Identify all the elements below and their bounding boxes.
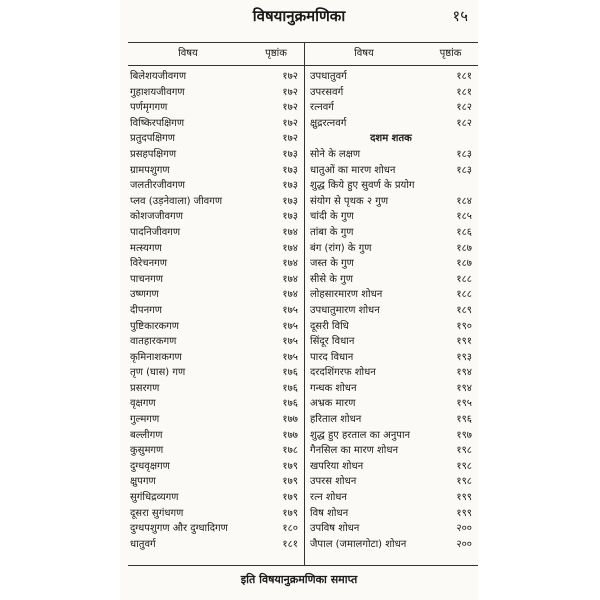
entry-subject: प्लव (उड़नेवाला) जीवगण xyxy=(130,195,223,207)
index-entry xyxy=(310,506,472,522)
entry-page: १७५ xyxy=(282,336,298,348)
entry-page: १७५ xyxy=(282,320,298,332)
entry-page: १७४ xyxy=(282,258,298,270)
entry-page: १७९ xyxy=(282,507,298,519)
entry-page: १९८ xyxy=(456,445,472,457)
entry-subject: सुगंधिद्रव्यगण xyxy=(130,492,179,504)
entry-page: १७३ xyxy=(282,180,298,192)
entry-subject: कुसुमगण xyxy=(130,445,164,457)
entry-subject: दूसरा सुगंधगण xyxy=(130,507,184,519)
index-entry xyxy=(130,506,298,522)
entry-subject: जस्त के गुण xyxy=(310,258,354,270)
entry-subject: दशम शतक xyxy=(370,133,412,145)
entry-page: १७४ xyxy=(282,289,298,301)
entry-page: १८३ xyxy=(456,164,472,176)
index-entry xyxy=(310,225,472,241)
entry-page: १७२ xyxy=(282,117,298,129)
entry-subject: विष शोधन xyxy=(310,507,349,519)
index-entry xyxy=(310,396,472,412)
index-entry xyxy=(310,350,472,366)
entry-subject: तांबा के गुण xyxy=(310,226,354,238)
right-page-header: पृष्ठांक xyxy=(423,43,478,66)
index-entry xyxy=(310,365,472,381)
index-entry xyxy=(310,319,472,335)
right-column-list xyxy=(310,69,472,552)
entry-subject: बल्लीगण xyxy=(130,429,163,441)
index-entry xyxy=(310,459,472,475)
index-entry xyxy=(130,225,298,241)
entry-subject: बिलेशयजीवगण xyxy=(130,71,187,82)
entry-page: २०० xyxy=(456,538,472,550)
index-entry xyxy=(310,256,472,272)
entry-subject: उपरस शोधन xyxy=(310,476,357,488)
entry-page: २०० xyxy=(456,523,472,535)
entry-subject: सीसे के गुण xyxy=(310,273,354,285)
entry-page: १७३ xyxy=(282,148,298,160)
entry-page: १८१ xyxy=(456,86,472,98)
index-entry xyxy=(130,116,298,132)
index-entry xyxy=(310,194,472,210)
entry-page: १७५ xyxy=(282,304,298,316)
entry-subject: उपविष शोधन xyxy=(310,523,360,535)
entry-subject: दुग्धवृक्षगण xyxy=(130,460,170,472)
index-entry xyxy=(130,241,298,257)
entry-subject: गुल्मगण xyxy=(130,414,160,426)
entry-page: १७३ xyxy=(282,164,298,176)
entry-subject: वृक्षगण xyxy=(130,398,156,410)
index-entry xyxy=(310,163,472,179)
entry-subject: धातुवर्ग xyxy=(130,538,156,550)
entry-page: १८१ xyxy=(456,71,472,82)
index-entry xyxy=(130,521,298,537)
entry-page: १९५ xyxy=(456,398,472,410)
index-entry xyxy=(130,428,298,444)
entry-page: १९३ xyxy=(456,351,472,363)
entry-subject: मत्स्यगण xyxy=(130,242,162,254)
entry-subject: विष्किरपक्षिगण xyxy=(130,117,185,129)
entry-page: १८५ xyxy=(456,211,472,223)
section-heading xyxy=(310,131,472,147)
index-entry xyxy=(130,287,298,303)
entry-subject: गन्धक शोधन xyxy=(310,382,357,394)
page-title: विषयानुक्रमणिका xyxy=(252,7,346,25)
entry-subject: जलतीरजीवगण xyxy=(130,180,186,192)
entry-page: १८१ xyxy=(282,538,298,550)
entry-page: १७२ xyxy=(282,133,298,145)
entry-page: १७६ xyxy=(282,398,298,410)
entry-subject: प्रसरगण xyxy=(130,382,160,394)
index-entry xyxy=(130,381,298,397)
entry-page: १७२ xyxy=(282,71,298,82)
index-entry xyxy=(310,287,472,303)
entry-subject: कोशजजीवगण xyxy=(130,211,183,223)
entry-subject: रत्नवर्ग xyxy=(310,102,334,114)
entry-subject: खपरिया शोधन xyxy=(310,460,364,472)
entry-subject: क्षुपगण xyxy=(130,476,156,488)
entry-subject: क्षुद्ररत्नवर्ग xyxy=(310,117,347,129)
index-entry xyxy=(310,428,472,444)
entry-page: १८८ xyxy=(456,289,472,301)
index-entry xyxy=(310,69,472,85)
index-entry xyxy=(310,303,472,319)
entry-page: १७७ xyxy=(282,414,298,426)
entry-page: १८७ xyxy=(456,242,472,254)
entry-page: १७२ xyxy=(282,86,298,98)
entry-subject: पादनिजीवगण xyxy=(130,226,181,238)
entry-page: १९८ xyxy=(456,476,472,488)
index-entry xyxy=(130,178,298,194)
entry-page: १९० xyxy=(456,320,472,332)
entry-page: १८४ xyxy=(456,195,472,207)
index-entry xyxy=(130,412,298,428)
entry-subject: पर्णमृगगण xyxy=(130,102,168,114)
entry-subject: उपरसवर्ग xyxy=(310,86,344,98)
index-entry xyxy=(310,334,472,350)
entry-page: १७५ xyxy=(282,351,298,363)
index-entry xyxy=(310,443,472,459)
entry-subject: गैनसिल का मारण शोधन xyxy=(310,445,399,457)
index-entry xyxy=(130,459,298,475)
entry-subject: बंग (रांग) के गुण xyxy=(310,242,372,254)
entry-subject: पारद विधान xyxy=(310,351,354,363)
entry-subject: पाचनगण xyxy=(130,273,164,285)
entry-page: १७६ xyxy=(282,382,298,394)
entry-subject: उष्णगण xyxy=(130,289,159,301)
index-entry xyxy=(130,474,298,490)
index-entry xyxy=(130,163,298,179)
entry-page: १८८ xyxy=(456,273,472,285)
index-entry xyxy=(310,209,472,225)
left-page-header: पृष्ठांक xyxy=(248,43,304,66)
entry-subject: चांदी के गुण xyxy=(310,211,354,223)
entry-subject: सोने के लक्षण xyxy=(310,148,361,160)
index-entry xyxy=(310,116,472,132)
index-entry xyxy=(130,256,298,272)
entry-page: १७७ xyxy=(282,429,298,441)
index-entry xyxy=(130,443,298,459)
entry-subject: उपधातुवर्ग xyxy=(310,71,347,82)
entry-subject: लोहसारमारण शोधन xyxy=(310,289,383,301)
entry-page: १७८ xyxy=(282,445,298,457)
index-table xyxy=(128,42,478,566)
index-entry xyxy=(310,100,472,116)
entry-page: १७६ xyxy=(282,367,298,379)
entry-subject: हरिताल शोधन xyxy=(310,414,362,426)
index-end-note: इति विषयानुक्रमणिका समाप्त xyxy=(240,573,358,586)
entry-subject: दरदशिंगरफ शोधन xyxy=(310,367,376,379)
entry-page: १७९ xyxy=(282,460,298,472)
index-page xyxy=(120,0,478,600)
entry-page: १८९ xyxy=(456,304,472,316)
index-entry xyxy=(130,85,298,101)
entry-subject: गुहाशयजीवगण xyxy=(130,86,185,98)
entry-page: १७२ xyxy=(282,102,298,114)
entry-subject: प्रतुदपक्षिगण xyxy=(130,133,175,145)
entry-page: १९४ xyxy=(456,382,472,394)
entry-page: १९४ xyxy=(456,367,472,379)
entry-subject: शुद्ध किये हुए सुवर्ण के प्रयोग xyxy=(310,180,415,192)
entry-page: १७४ xyxy=(282,242,298,254)
entry-subject: विरेचनगण xyxy=(130,258,167,270)
left-subject-header: विषय xyxy=(128,43,248,66)
entry-subject: धातुओं का मारण शोधन xyxy=(310,164,396,176)
index-entry xyxy=(130,194,298,210)
entry-subject: सिंदूर विधान xyxy=(310,336,355,348)
index-entry xyxy=(310,412,472,428)
entry-page: १७४ xyxy=(282,226,298,238)
entry-subject: कृमिनाशकगण xyxy=(130,351,182,363)
entry-subject: वातहारकगण xyxy=(130,336,177,348)
index-entry xyxy=(310,521,472,537)
entry-subject: पुष्टिकारकगण xyxy=(130,320,180,332)
entry-subject: प्रसहपक्षिगण xyxy=(130,148,177,160)
entry-page: १९९ xyxy=(456,507,472,519)
index-entry xyxy=(130,365,298,381)
entry-page: १९६ xyxy=(456,414,472,426)
entry-subject: तृण (घास) गण xyxy=(130,367,186,379)
index-entry xyxy=(310,241,472,257)
index-entry xyxy=(130,100,298,116)
index-entry xyxy=(310,272,472,288)
index-entry xyxy=(310,490,472,506)
entry-subject: रत्न शोधन xyxy=(310,492,347,504)
entry-page: १७९ xyxy=(282,476,298,488)
index-entry xyxy=(130,272,298,288)
left-column-list xyxy=(130,69,298,552)
entry-page: १८३ xyxy=(456,148,472,160)
index-entry xyxy=(130,334,298,350)
entry-page: १७९ xyxy=(282,492,298,504)
entry-subject: जैपाल (जमालगोटा) शोधन xyxy=(310,538,407,550)
page-number: १५ xyxy=(452,7,468,25)
entry-subject: शुद्ध हुए हरताल का अनुपान xyxy=(310,429,411,441)
entry-page: १९९ xyxy=(456,492,472,504)
entry-page: १७३ xyxy=(282,195,298,207)
index-entry xyxy=(130,69,298,85)
index-entry xyxy=(130,147,298,163)
index-entry xyxy=(310,537,472,553)
entry-subject: दूसरी विधि xyxy=(310,320,349,332)
entry-subject: उपधातुमारण शोधन xyxy=(310,304,380,316)
entry-page: १७३ xyxy=(282,211,298,223)
entry-page: १९१ xyxy=(456,336,472,348)
entry-page: १८६ xyxy=(456,226,472,238)
index-entry xyxy=(130,209,298,225)
index-entry xyxy=(130,319,298,335)
entry-page: १७४ xyxy=(282,273,298,285)
index-entry xyxy=(310,474,472,490)
entry-subject: ग्रामपशुगण xyxy=(130,164,170,176)
index-entry xyxy=(130,396,298,412)
entry-subject: अभ्रक मारण xyxy=(310,398,356,410)
entry-page: १८७ xyxy=(456,258,472,270)
entry-page: १९७ xyxy=(456,429,472,441)
index-entry xyxy=(310,147,472,163)
index-entry xyxy=(130,537,298,553)
entry-subject: दुग्धपशुगण और दुग्धादिगण xyxy=(130,523,228,535)
index-entry xyxy=(130,490,298,506)
index-entry xyxy=(310,178,472,194)
index-entry xyxy=(130,303,298,319)
index-entry xyxy=(130,350,298,366)
entry-page: १८२ xyxy=(456,102,472,114)
entry-subject: संयोग से पृथक २ गुण xyxy=(310,195,389,207)
index-entry xyxy=(310,381,472,397)
index-entry xyxy=(130,131,298,147)
entry-page: १९८ xyxy=(456,460,472,472)
entry-page: १८२ xyxy=(456,117,472,129)
index-entry xyxy=(310,85,472,101)
column-divider xyxy=(304,43,305,565)
right-subject-header: विषय xyxy=(305,43,423,66)
entry-page: १८० xyxy=(282,523,298,535)
entry-subject: दीपनगण xyxy=(130,304,162,316)
